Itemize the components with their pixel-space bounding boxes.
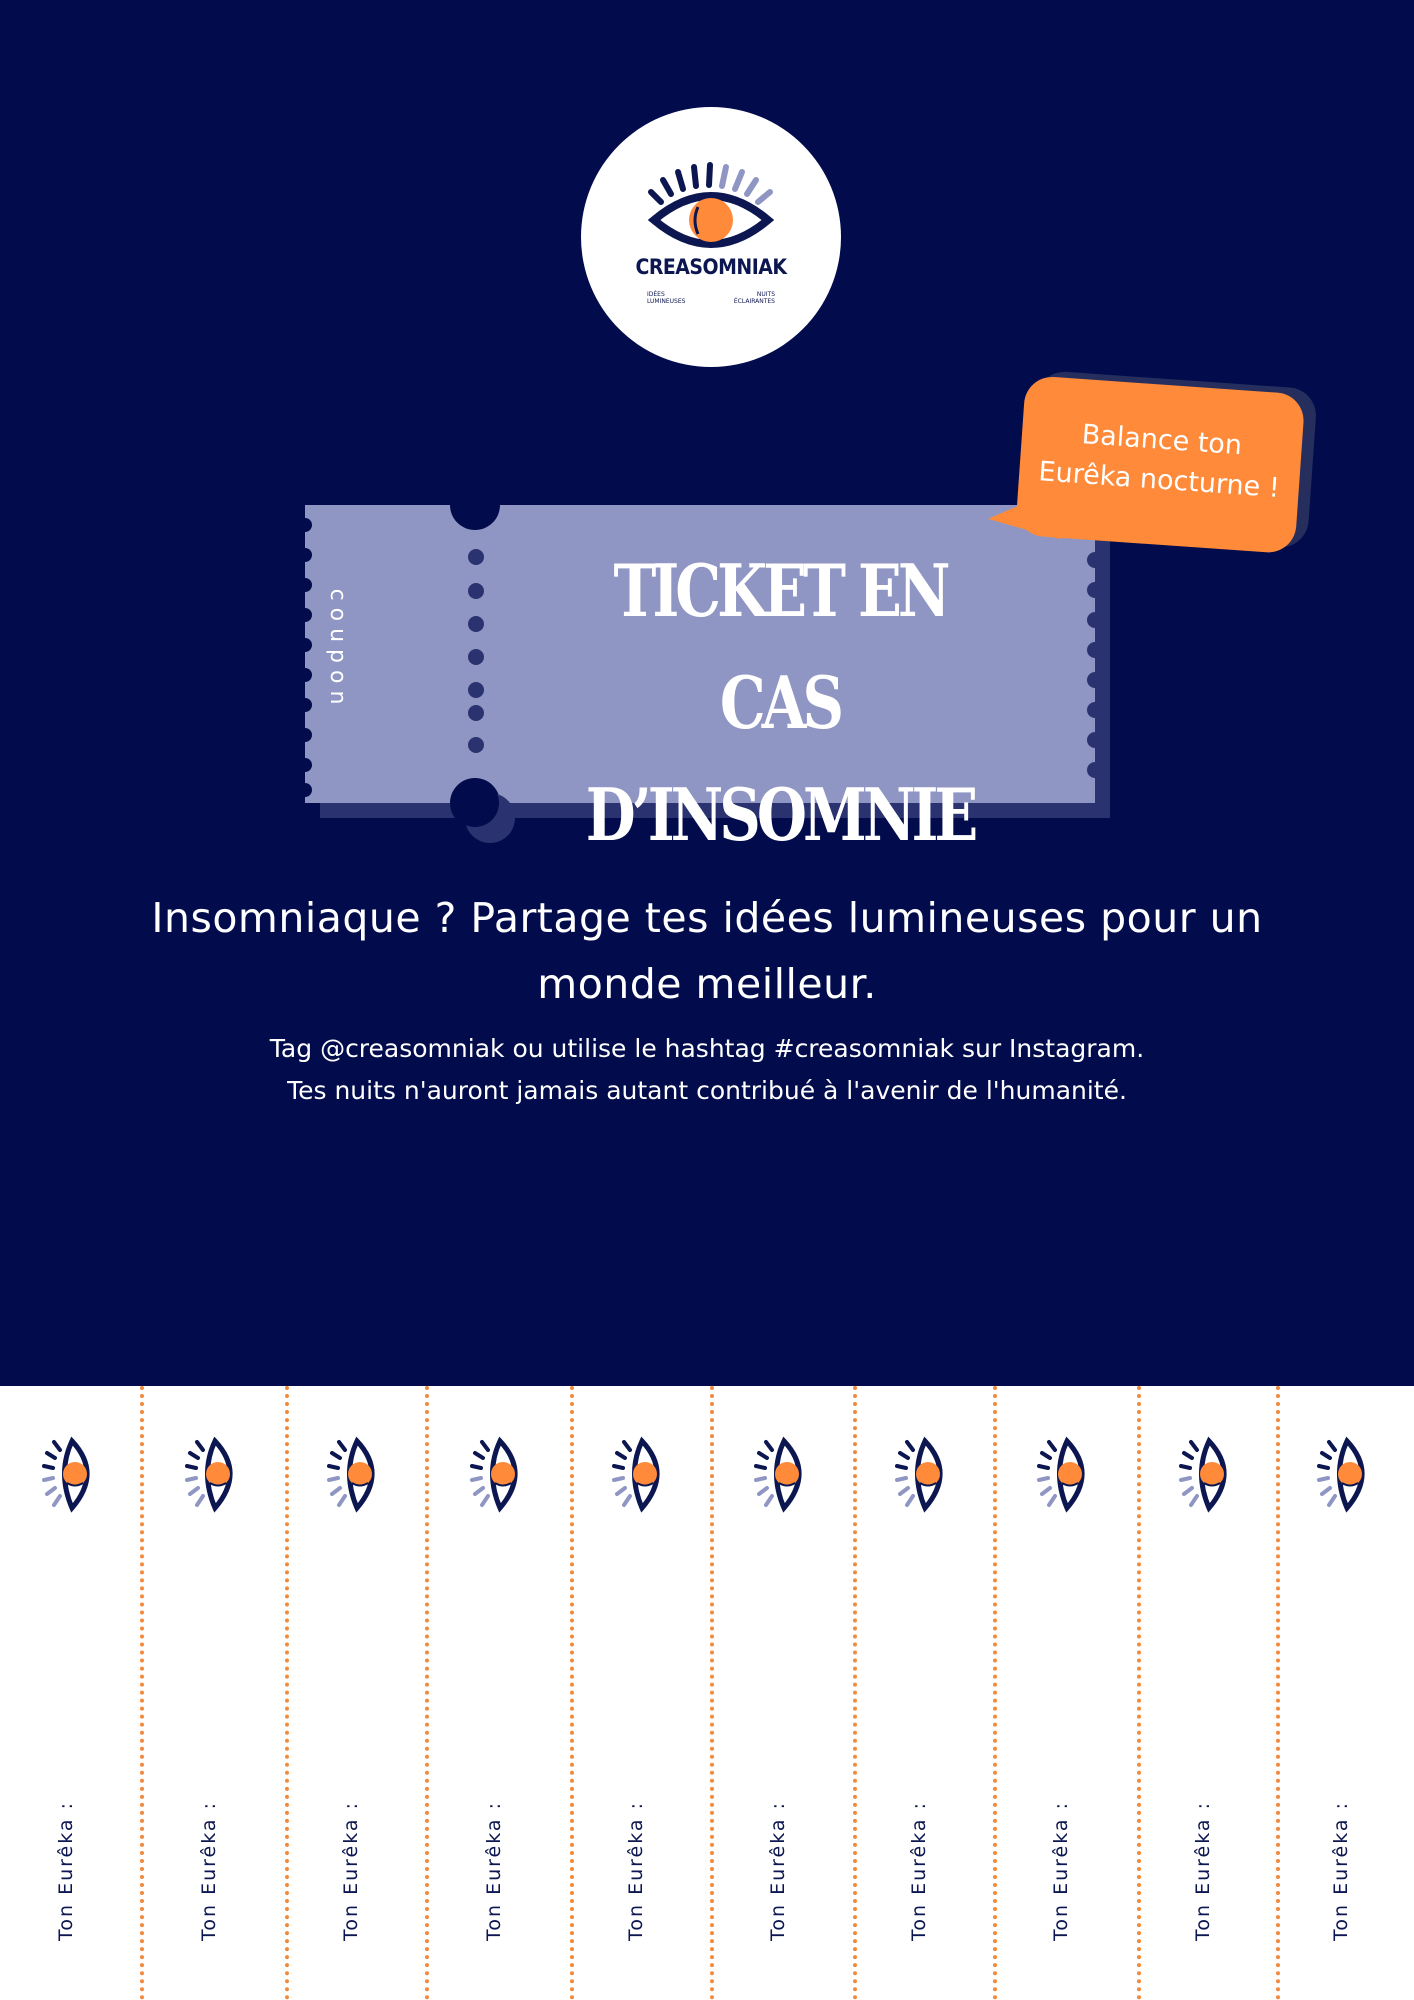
tear-off-strip[interactable] xyxy=(425,1386,570,2000)
subtext-line2: Tes nuits n'auront jamais autant contribué à l'avenir de l'humanité. xyxy=(287,1076,1127,1105)
strip-label: Ton Eurêka : xyxy=(1050,1801,1072,1941)
strip-label: Ton Eurêka : xyxy=(482,1801,505,1941)
eye-icon xyxy=(612,1436,672,1516)
tear-off-strip[interactable] xyxy=(140,1386,285,2000)
strip-label: Ton Eurêka : xyxy=(908,1801,930,1941)
eye-icon xyxy=(42,1436,102,1516)
ticket-title-line2: D’INSOMNIE xyxy=(585,772,975,857)
headline-line1: Insomniaque ? Partage tes idées lumineuses pour un xyxy=(151,894,1263,942)
ticket-notch-top xyxy=(450,480,500,530)
eye-icon xyxy=(754,1436,814,1516)
tear-off-strip[interactable] xyxy=(710,1386,853,2000)
tear-off-strip[interactable] xyxy=(570,1386,710,2000)
headline xyxy=(100,885,1314,1017)
strip-label: Ton Eurêka : xyxy=(340,1801,362,1941)
eye-icon xyxy=(1179,1436,1239,1516)
strip-label: Ton Eurêka : xyxy=(766,1801,789,1941)
speech-bubble-line1: Balance ton xyxy=(1080,419,1244,462)
eye-icon xyxy=(470,1436,530,1516)
subtext xyxy=(100,1028,1314,1112)
eye-icon xyxy=(1037,1436,1097,1516)
ticket-side-label: coupon xyxy=(325,588,350,712)
tear-off-strip[interactable] xyxy=(285,1386,425,2000)
eye-icon xyxy=(1317,1436,1377,1516)
strip-label: Ton Eurêka : xyxy=(625,1801,647,1941)
tear-off-strips xyxy=(0,1386,1414,2000)
tear-off-strip[interactable] xyxy=(1276,1386,1414,2000)
speech-bubble-line2: Eurêka nocturne ! xyxy=(1037,456,1281,505)
tear-off-strip[interactable] xyxy=(993,1386,1137,2000)
ticket-title xyxy=(548,535,1012,871)
strip-label: Ton Eurêka : xyxy=(55,1801,77,1941)
tear-off-strip[interactable] xyxy=(853,1386,993,2000)
headline-line2: monde meilleur. xyxy=(537,960,877,1008)
subtext-line1: Tag @creasomniak ou utilise le hashtag #creasomniak sur Instagram. xyxy=(269,1034,1145,1063)
eye-icon xyxy=(327,1436,387,1516)
strip-label: Ton Eurêka : xyxy=(197,1801,220,1941)
tear-off-strip[interactable] xyxy=(1137,1386,1276,2000)
tear-off-strip[interactable] xyxy=(0,1386,140,2000)
brand-name: CREASOMNIAK xyxy=(635,255,787,279)
speech-bubble xyxy=(1015,375,1316,560)
strip-label: Ton Eurêka : xyxy=(1330,1801,1352,1941)
ticket-title-line1: TICKET EN CAS xyxy=(613,548,947,745)
speech-bubble-tail xyxy=(986,490,1061,547)
eye-icon xyxy=(185,1436,245,1516)
brand-tagline-right: NUITS ÉCLAIRANTES xyxy=(733,291,775,305)
eye-icon xyxy=(895,1436,955,1516)
strip-label: Ton Eurêka : xyxy=(1191,1801,1214,1941)
brand-tagline-left: IDÉES LUMINEUSES xyxy=(647,291,686,305)
